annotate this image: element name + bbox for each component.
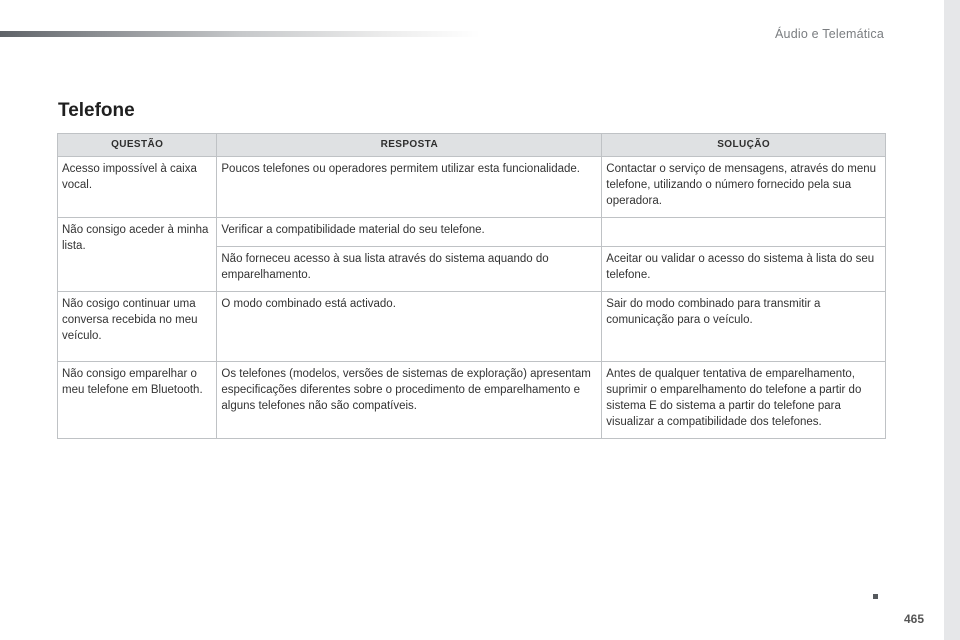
answer-cell: Poucos telefones ou operadores permitem utilizar esta funcionalidade. bbox=[217, 157, 602, 218]
table-row bbox=[58, 157, 886, 218]
answer-cell: Os telefones (modelos, versões de sistemas de exploração) apresentam especificações diferentes sobre o procedimento de emparelhamento e alguns telefones não são compatíveis. bbox=[217, 362, 602, 439]
question-cell: Não cosigo continuar uma conversa recebida no meu veículo. bbox=[58, 292, 217, 362]
solution-cell bbox=[602, 218, 886, 247]
column-header-solution: SOLUÇÃO bbox=[602, 134, 886, 157]
table-row bbox=[58, 362, 886, 439]
question-cell: Não consigo aceder à minha lista. bbox=[58, 218, 217, 292]
question-cell: Não consigo emparelhar o meu telefone em Bluetooth. bbox=[58, 362, 217, 439]
troubleshooting-table bbox=[57, 133, 886, 439]
column-header-question: QUESTÃO bbox=[58, 134, 217, 157]
table-row bbox=[58, 218, 886, 247]
question-cell: Acesso impossível à caixa vocal. bbox=[58, 157, 217, 218]
solution-cell: Antes de qualquer tentativa de emparelhamento, suprimir o emparelhamento do telefone a partir do sistema E do sistema a partir do telefone para visualizar a compatibilidade dos telefones. bbox=[602, 362, 886, 439]
header-gradient-bar bbox=[0, 31, 480, 37]
table-header-row bbox=[58, 134, 886, 157]
page-number: 465 bbox=[903, 612, 924, 626]
answer-cell: Não forneceu acesso à sua lista através do sistema aquando do emparelhamento. bbox=[217, 247, 602, 292]
answer-cell: O modo combinado está activado. bbox=[217, 292, 602, 362]
page-edge-strip bbox=[944, 0, 960, 640]
column-header-answer: RESPOSTA bbox=[217, 134, 602, 157]
solution-cell: Sair do modo combinado para transmitir a comunicação para o veículo. bbox=[602, 292, 886, 362]
page-title: Telefone bbox=[58, 100, 135, 121]
solution-cell: Aceitar ou validar o acesso do sistema à lista do seu telefone. bbox=[602, 247, 886, 292]
page-marker-dot bbox=[873, 594, 878, 599]
section-header: Áudio e Telemática bbox=[775, 27, 884, 41]
table-row bbox=[58, 292, 886, 362]
answer-cell: Verificar a compatibilidade material do seu telefone. bbox=[217, 218, 602, 247]
solution-cell: Contactar o serviço de mensagens, através do menu telefone, utilizando o número fornecido pela sua operadora. bbox=[602, 157, 886, 218]
